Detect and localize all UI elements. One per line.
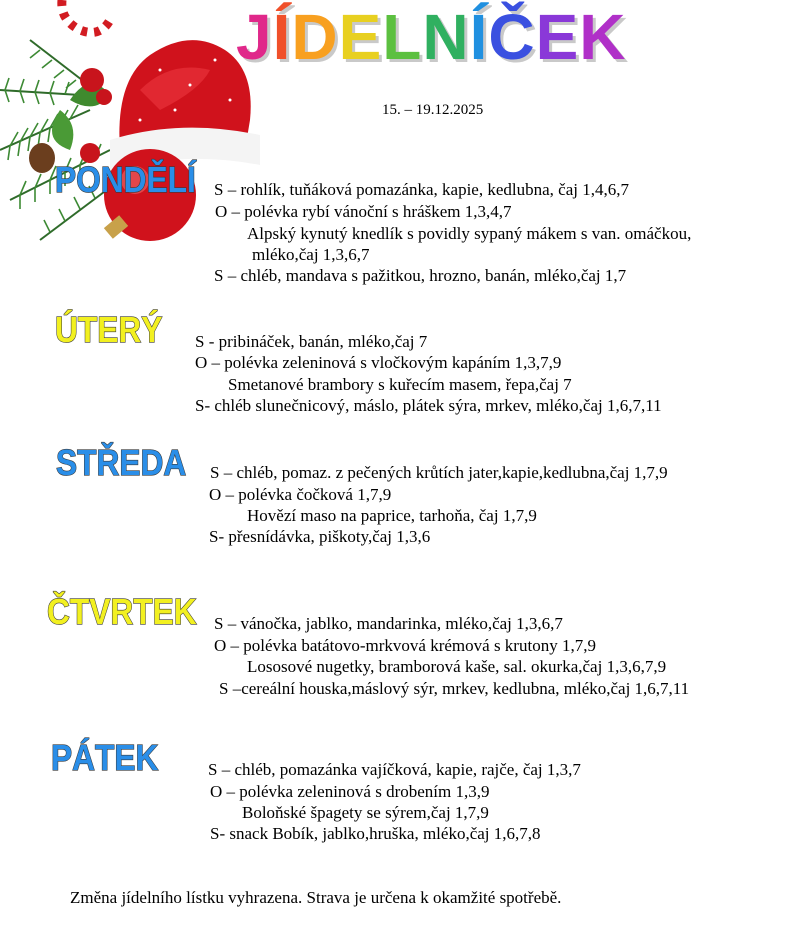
- menu-line: Alpský kynutý knedlík s povidly sypaný mákem s van. omáčkou,: [247, 224, 692, 243]
- menu-line: O – polévka zeleninová s vločkovým kapáním 1,3,7,9: [195, 353, 562, 372]
- menu-line: S – chléb, pomazánka vajíčková, kapie, rajče, čaj 1,3,7: [208, 760, 581, 779]
- menu-line: S- snack Bobík, jablko,hruška, mléko,čaj 1,6,7,8: [210, 824, 541, 843]
- menu-line: Lososové nugetky, bramborová kaše, sal. okurka,čaj 1,3,6,7,9: [247, 657, 667, 676]
- date-range: 15. – 19.12.2025: [382, 102, 484, 118]
- title-letter: Í: [469, 1, 489, 73]
- menu-line: S – chléb, mandava s pažitkou, hrozno, banán, mléko,čaj 1,7: [214, 266, 627, 285]
- day-heading-thursday: ČTVRTEK: [47, 591, 197, 632]
- menu-line: Boloňské špagety se sýrem,čaj 1,7,9: [242, 803, 489, 822]
- menu-line: S- chléb slunečnicový, máslo, plátek sýra, mrkev, mléko,čaj 1,6,7,11: [195, 396, 662, 415]
- title-letter: Í: [272, 1, 292, 73]
- menu-line: Smetanové brambory s kuřecím masem, řepa,čaj 7: [228, 375, 572, 394]
- day-heading-tuesday: ÚTERÝ: [55, 309, 163, 350]
- day-heading-monday: PONDĚLÍ: [55, 159, 196, 200]
- menu-line: S – vánočka, jablko, mandarinka, mléko,čaj 1,3,6,7: [214, 614, 563, 633]
- menu-line: S- přesnídávka, piškoty,čaj 1,3,6: [209, 527, 431, 546]
- menu-line: S – chléb, pomaz. z pečených krůtích jater,kapie,kedlubna,čaj 1,7,9: [210, 463, 668, 482]
- title-letter: E: [535, 1, 580, 73]
- title-letter: D: [291, 1, 339, 73]
- page-title: [236, 2, 627, 72]
- menu-line: mléko,čaj 1,3,6,7: [252, 245, 370, 264]
- title-letter: K: [579, 1, 627, 73]
- title-letter: N: [422, 1, 470, 73]
- menu-line: O – polévka rybí vánoční s hráškem 1,3,4,7: [215, 202, 512, 221]
- menu-line: Hovězí maso na paprice, tarhoňa, čaj 1,7,9: [247, 506, 537, 525]
- menu-line: O – polévka batátovo-mrkvová krémová s krutony 1,7,9: [214, 636, 596, 655]
- menu-line: S - pribináček, banán, mléko,čaj 7: [195, 332, 428, 351]
- menu-line: S –cereální houska,máslový sýr, mrkev, kedlubna, mléko,čaj 1,6,7,11: [219, 679, 690, 698]
- title-letter: E: [338, 1, 383, 73]
- menu-line: O – polévka zeleninová s drobením 1,3,9: [210, 782, 490, 801]
- title-letter: L: [382, 1, 423, 73]
- day-heading-wednesday: STŘEDA: [56, 442, 187, 483]
- title-letter: Č: [488, 1, 536, 73]
- day-heading-friday: PÁTEK: [51, 737, 159, 778]
- title-letter: J: [236, 1, 273, 73]
- menu-line: O – polévka čočková 1,7,9: [209, 485, 392, 504]
- menu-line: S – rohlík, tuňáková pomazánka, kapie, kedlubna, čaj 1,4,6,7: [214, 180, 629, 199]
- footer-note: Změna jídelního lístku vyhrazena. Strava je určena k okamžité spotřebě.: [70, 888, 562, 907]
